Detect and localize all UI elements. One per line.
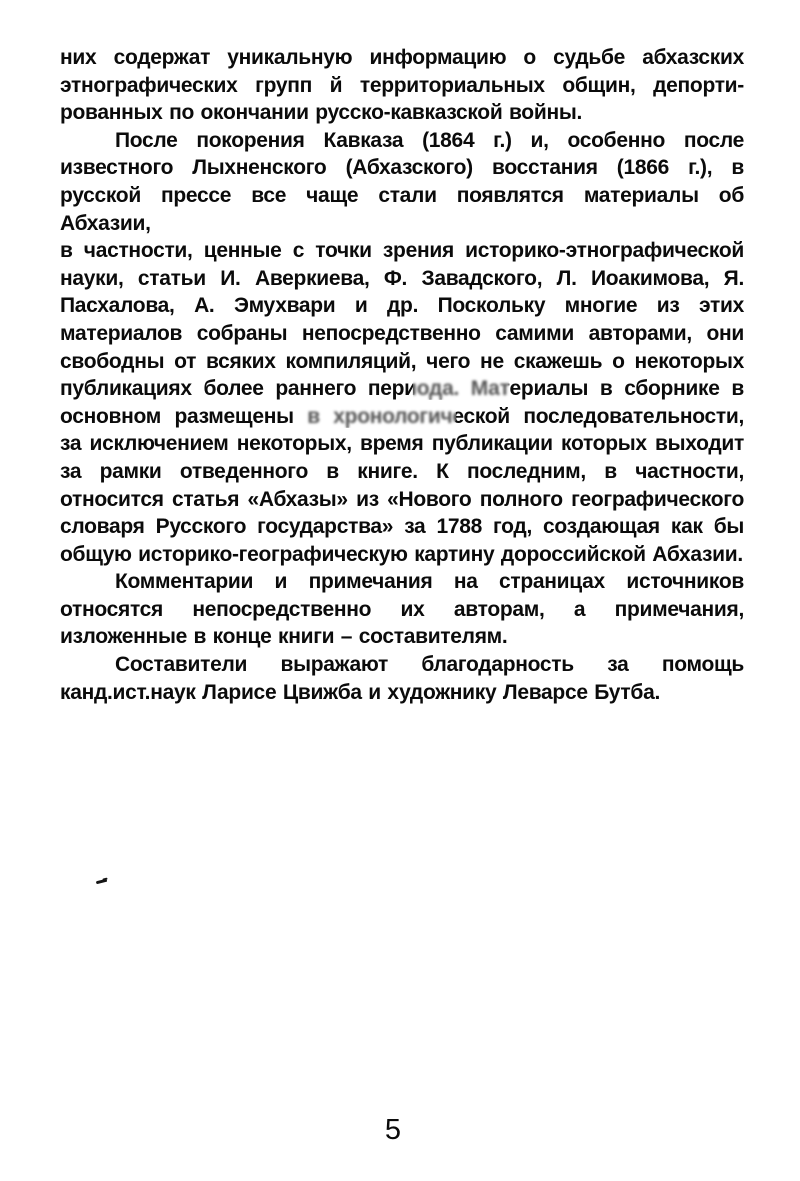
text-line: канд.ист.наук Ларисе Цвижба и художнику Леварсе Бутба.	[60, 680, 660, 704]
text-line: публикациях более раннего периода. Материалы в сборнике в	[60, 377, 744, 401]
ink-speck	[96, 879, 107, 885]
text-line: науки, статьи И. Аверкиева, Ф. Завадского, Л. Иоакимова, Я.	[60, 266, 744, 290]
text-line: рованных по окончании русско-кавказской войны.	[60, 101, 582, 125]
text-line: После покорения Кавказа (1864 г.) и, особенно после	[115, 128, 744, 152]
page-number: 5	[384, 1114, 402, 1146]
text-line: основном размещены в хронологической последовательности,	[60, 404, 744, 428]
text-line: известного Лыхненского (Абхазского) восстания (1866 г.), в	[60, 156, 744, 180]
text-line: Комментарии и примечания на страницах источников	[115, 570, 744, 594]
text-line: изложенные в конце книги – составителям.	[60, 625, 508, 649]
text-line: за исключением некоторых, время публикации которых выходит	[60, 432, 744, 456]
text-line: относится статья «Абхазы» из «Нового полного географического	[60, 487, 744, 511]
text-line: свободны от всяких компиляций, чего не скажешь о некоторых	[60, 349, 744, 373]
text-line: относятся непосредственно их авторам, а примечания,	[60, 597, 744, 621]
page-text	[60, 44, 744, 706]
text-line: словаря Русского государства» за 1788 год, создающая как бы	[60, 515, 744, 539]
text-line: русской прессе все чаще стали появлятся материалы об Абхазии,	[60, 183, 744, 235]
text-line: общую историко-географическую картину дороссийской Абхазии.	[60, 542, 743, 566]
text-line: в частности, ценные с точки зрения историко-этнографической	[60, 239, 744, 263]
text-line: этнографических групп й территориальных общин, депорти-	[60, 73, 744, 97]
text-line: Пасхалова, А. Эмухвари и др. Поскольку многие из этих	[60, 294, 744, 318]
text-line: Составители выражают благодарность за помощь	[115, 653, 744, 677]
text-line: за рамки отведенного в книге. К последним, в частности,	[60, 459, 744, 483]
text-line: них содержат уникальную информацию о судьбе абхазских	[60, 46, 744, 69]
text-line: материалов собраны непосредственно самими авторами, они	[60, 321, 744, 345]
